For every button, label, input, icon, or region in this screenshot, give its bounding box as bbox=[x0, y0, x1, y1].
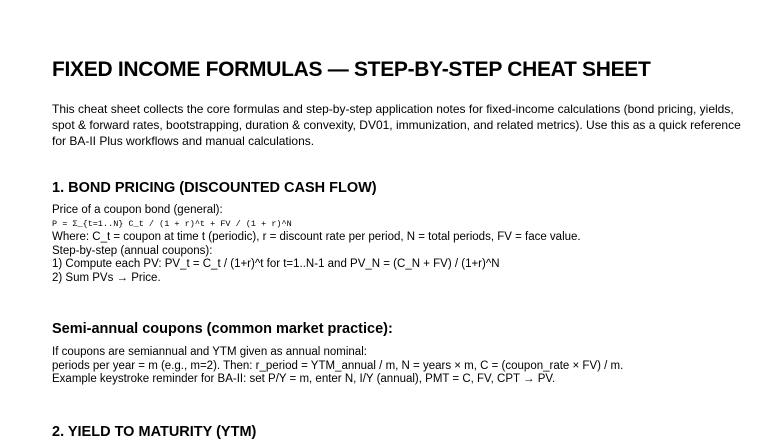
text-line: Step-by-step (annual coupons): bbox=[52, 244, 213, 257]
bond-pricing-body bbox=[52, 204, 752, 285]
section-heading-ytm: 2. YIELD TO MATURITY (YTM) bbox=[52, 424, 257, 440]
page-title: FIXED INCOME FORMULAS — STEP-BY-STEP CHEAT SHEET bbox=[52, 58, 651, 81]
text-line: Where: C_t = coupon at time t (periodic), r = discount rate per period, N = total periods, FV = face value. bbox=[52, 231, 581, 243]
text-line: Example keystroke reminder for BA-II: set P/Y = m, enter N, I/Y (annual), PMT = C, FV, CPT → PV. bbox=[52, 373, 556, 385]
intro-paragraph: This cheat sheet collects the core formulas and step-by-step application notes for fixed-income calculations (bond pricing, yields, spot & forward rates, bootstrapping, duration & convexity, DV01, immunization, and related metrics). Use this as a quick reference for BA-II Plus workflows and manual calculations. bbox=[52, 102, 741, 148]
section-heading-semiannual: Semi-annual coupons (common market practice): bbox=[52, 321, 393, 337]
text-line: Price of a coupon bond (general): bbox=[52, 204, 223, 216]
text-line: 1) Compute each PV: PV_t = C_t / (1+r)^t for t=1..N-1 and PV_N = (C_N + FV) / (1+r)^N bbox=[52, 258, 500, 270]
text-line: If coupons are semiannual and YTM given as annual nominal: bbox=[52, 346, 367, 358]
text-line: periods per year = m (e.g., m=2). Then: r_period = YTM_annual / m, N = years × m, C = (coupon_rate × FV) / m. bbox=[52, 359, 624, 372]
semiannual-body bbox=[52, 346, 752, 387]
section-heading-bond-pricing: 1. BOND PRICING (DISCOUNTED CASH FLOW) bbox=[52, 180, 377, 196]
formula-line: P = Σ_{t=1..N} C_t / (1 + r)^t + FV / (1 + r)^N bbox=[52, 218, 292, 229]
text-line: 2) Sum PVs → Price. bbox=[52, 271, 161, 284]
